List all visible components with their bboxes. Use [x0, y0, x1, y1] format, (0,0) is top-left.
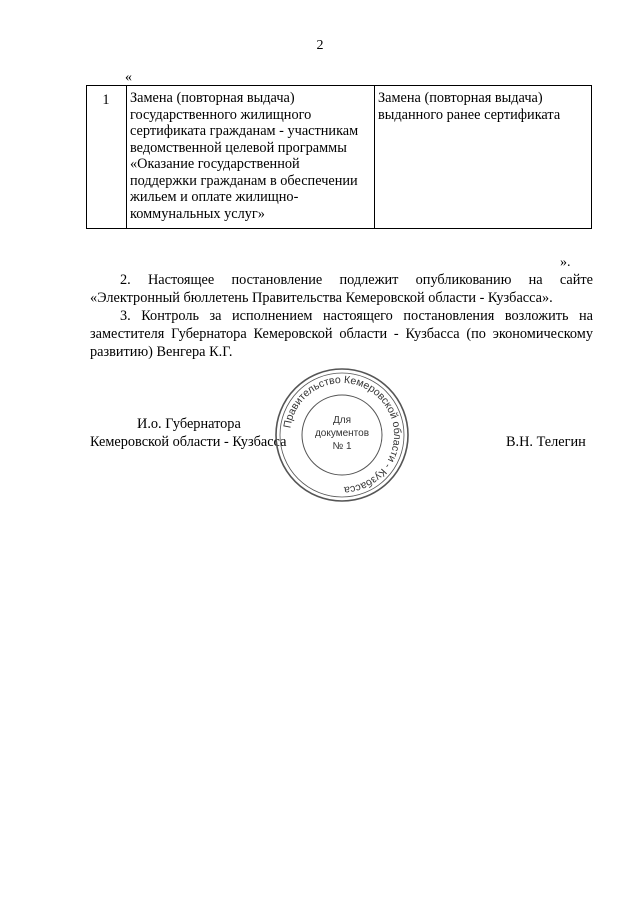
open-quote-mark: «: [125, 70, 132, 85]
signer-organization: Кемеровской области - Кузбасса: [90, 434, 287, 450]
paragraph-publication: 2. Настоящее постановление подлежит опубликованию на сайте «Электронный бюллетень Правительства Кемеровской области - Кузбасса».: [90, 272, 593, 306]
table-row: [87, 86, 592, 229]
close-quote-mark: ».: [560, 255, 571, 270]
signer-name: В.Н. Телегин: [506, 434, 586, 450]
stamp-center-line1: Для: [332, 415, 352, 426]
stamp-center-line3: № 1: [332, 441, 352, 452]
amendment-table: [86, 85, 592, 229]
signer-title: И.о. Губернатора: [137, 416, 241, 432]
stamp-center-line2: документов: [314, 428, 370, 439]
service-name-cell: Замена (повторная выдача) государственного жилищного сертификата гражданам - участникам ведомственной целевой программы «Оказание государственной поддержки гражданам в обеспечении жильем и оплате жилищно-коммунальных услуг»: [127, 86, 375, 229]
page-number: 2: [316, 38, 324, 53]
result-cell: Замена (повторная выдача) выданного ранее сертификата: [375, 86, 592, 229]
paragraph-control: 3. Контроль за исполнением настоящего постановления возложить на заместителя Губернатора Кемеровской области - Кузбасса (по экономическому развитию) Венгера К.Г.: [90, 308, 593, 360]
stamp-ring-text: Правительство Кемеровской области - Кузбасса: [281, 373, 404, 497]
row-number: 1: [87, 86, 127, 229]
official-stamp: [272, 365, 412, 505]
